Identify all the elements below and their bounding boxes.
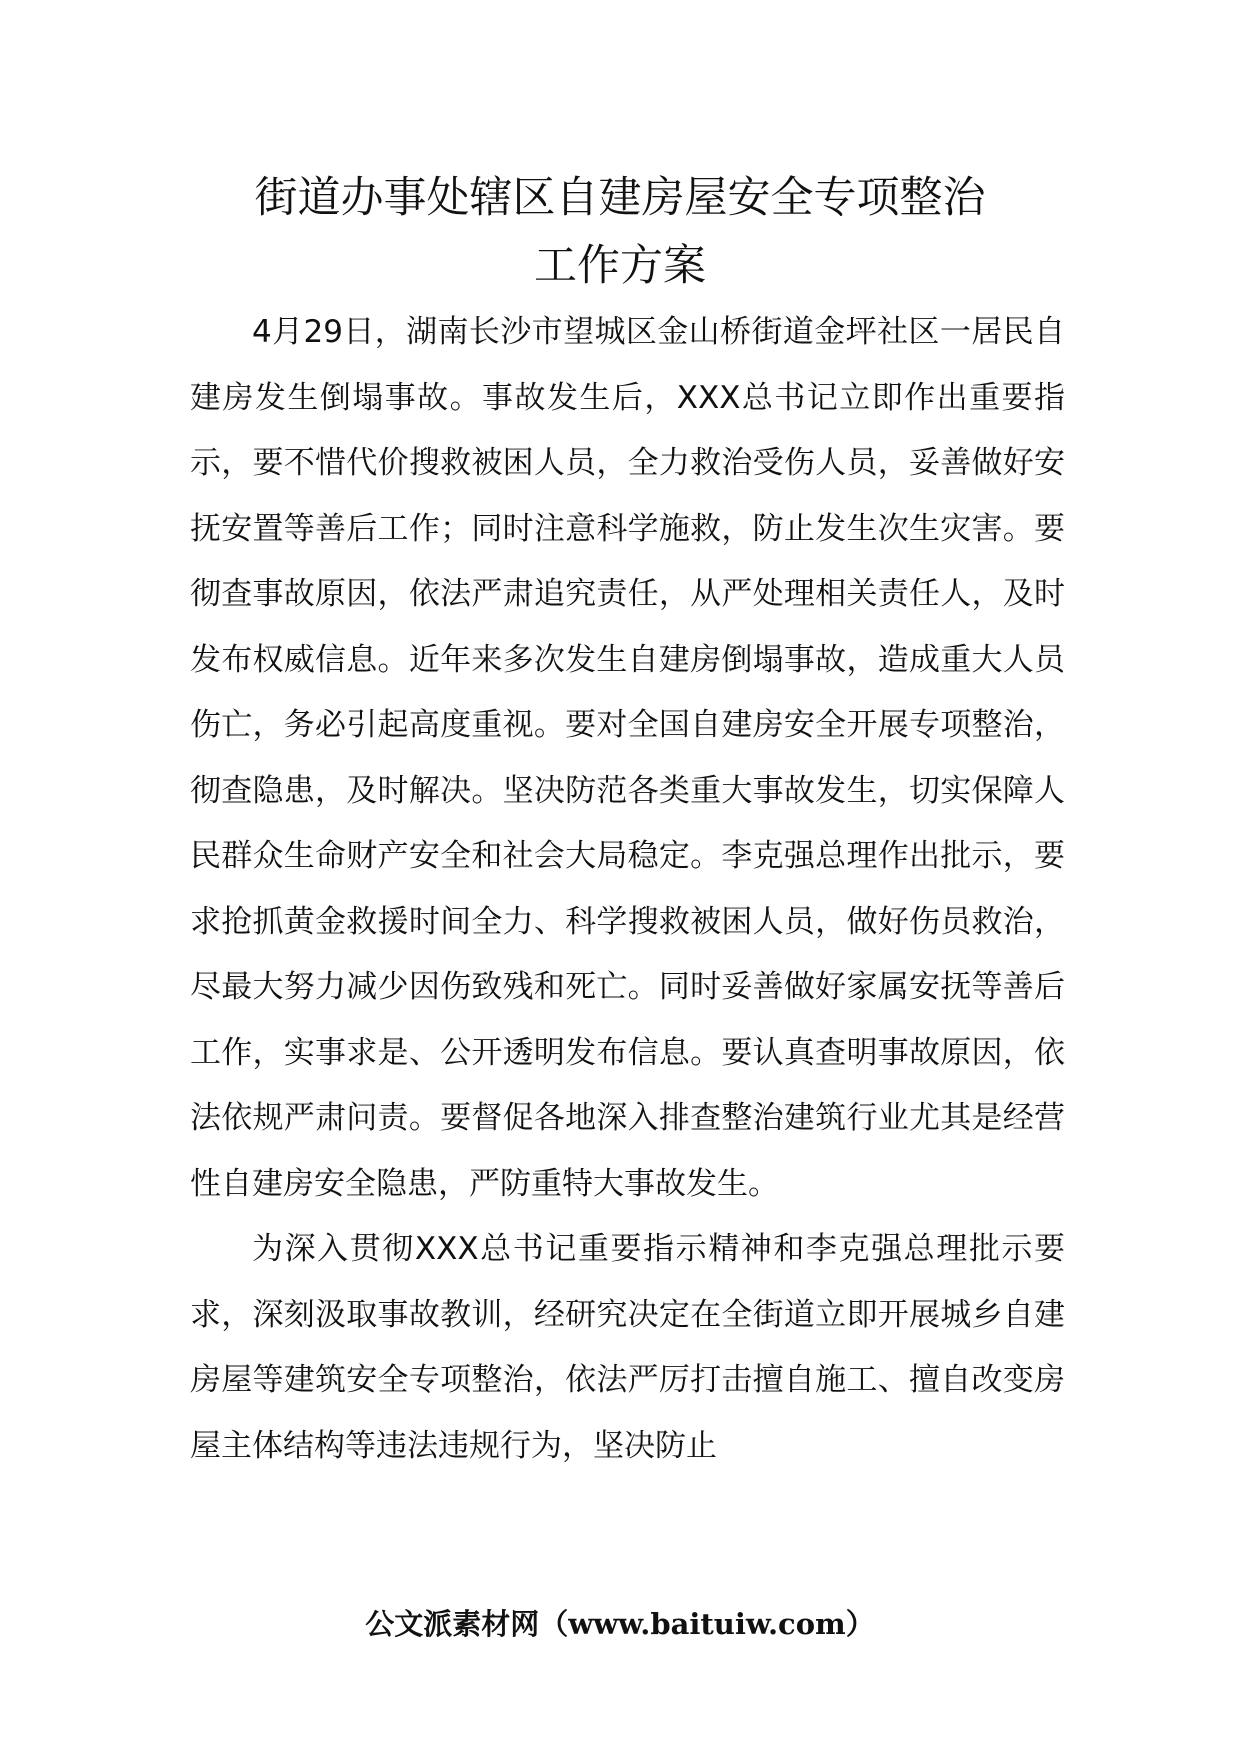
footer-watermark: 公文派素材网（www.baituiw.com） xyxy=(365,1607,875,1641)
document-body xyxy=(190,300,1065,1479)
body-paragraph-2: 为深入贯彻XXX总书记重要指示精神和李克强总理批示要求，深刻汲取事故教训，经研究决定在全街道立即开展城乡自建房屋等建筑安全专项整治，依法严厉打击擅自施工、擅自改变房屋主体结构等违法违规行为，坚决防止 xyxy=(190,1231,1065,1464)
document-title-line-2: 工作方案 xyxy=(534,241,706,291)
document-title-line-1: 街道办事处辖区自建房屋安全专项整治 xyxy=(254,173,986,223)
body-paragraph-1: 4月29日，湖南长沙市望城区金山桥街道金坪社区一居民自建房发生倒塌事故。事故发生后，XXX总书记立即作出重要指示，要不惜代价搜救被困人员，全力救治受伤人员，妥善做好安抚安置等善后工作；同时注意科学施救，防止发生次生灾害。要彻查事故原因，依法严肃追究责任，从严处理相关责任人，及时发布权威信息。近年来多次发生自建房倒塌事故，造成重大人员伤亡，务必引起高度重视。要对全国自建房安全开展专项整治，彻查隐患，及时解决。坚决防范各类重大事故发生，切实保障人民群众生命财产安全和社会大局稳定。李克强总理作出批示，要求抢抓黄金救援时间全力、科学搜救被困人员，做好伤员救治，尽最大努力减少因伤致残和死亡。同时妥善做好家属安抚等善后工作，实事求是、公开透明发布信息。要认真查明事故原因，依法依规严肃问责。要督促各地深入排查整治建筑行业尤其是经营性自建房安全隐患，严防重特大事故发生。 xyxy=(190,314,1065,1202)
